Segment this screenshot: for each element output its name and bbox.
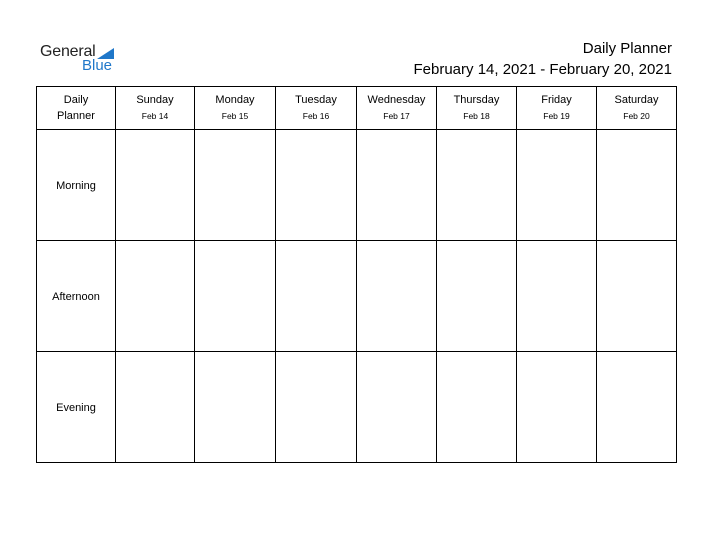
planner-table bbox=[36, 86, 677, 463]
planner-cell[interactable] bbox=[517, 241, 597, 352]
day-name: Saturday bbox=[614, 94, 659, 106]
period-row-afternoon bbox=[37, 241, 677, 352]
period-row-evening bbox=[37, 352, 677, 463]
planner-cell[interactable] bbox=[437, 130, 517, 241]
planner-cell[interactable] bbox=[597, 241, 677, 352]
planner-cell[interactable] bbox=[437, 352, 517, 463]
day-header-sunday bbox=[116, 87, 195, 130]
planner-cell[interactable] bbox=[276, 352, 357, 463]
generalblue-logo bbox=[40, 43, 130, 77]
planner-cell[interactable] bbox=[116, 241, 195, 352]
logo-text-general: General bbox=[40, 43, 96, 60]
period-label-cell bbox=[37, 241, 116, 352]
planner-cell[interactable] bbox=[195, 130, 276, 241]
period-label-cell bbox=[37, 352, 116, 463]
header-row bbox=[37, 87, 677, 130]
page-title: Daily Planner bbox=[582, 40, 672, 57]
planner-cell[interactable] bbox=[195, 352, 276, 463]
planner-cell[interactable] bbox=[597, 130, 677, 241]
planner-cell[interactable] bbox=[116, 130, 195, 241]
day-header-friday bbox=[517, 87, 597, 130]
planner-cell[interactable] bbox=[116, 352, 195, 463]
planner-cell[interactable] bbox=[517, 130, 597, 241]
planner-cell[interactable] bbox=[597, 352, 677, 463]
period-label: Morning bbox=[56, 180, 96, 192]
day-name: Friday bbox=[541, 94, 572, 106]
planner-cell[interactable] bbox=[195, 241, 276, 352]
day-date: Feb 20 bbox=[623, 111, 650, 121]
planner-cell[interactable] bbox=[357, 241, 437, 352]
period-label: Evening bbox=[56, 402, 96, 414]
day-header-monday bbox=[195, 87, 276, 130]
planner-cell[interactable] bbox=[437, 241, 517, 352]
logo-text-blue: Blue bbox=[82, 57, 113, 74]
day-header-saturday bbox=[597, 87, 677, 130]
day-name: Sunday bbox=[136, 94, 174, 106]
period-label: Afternoon bbox=[52, 291, 100, 303]
planner-cell[interactable] bbox=[276, 241, 357, 352]
date-range: February 14, 2021 - February 20, 2021 bbox=[413, 61, 672, 78]
period-label-cell bbox=[37, 130, 116, 241]
planner-cell[interactable] bbox=[357, 130, 437, 241]
day-name: Tuesday bbox=[295, 94, 337, 106]
period-row-morning bbox=[37, 130, 677, 241]
corner-label-line2: Planner bbox=[57, 110, 95, 122]
day-date: Feb 16 bbox=[302, 111, 330, 121]
day-date: Feb 18 bbox=[463, 111, 490, 121]
corner-label-line1: Daily bbox=[63, 94, 89, 106]
day-date: Feb 17 bbox=[383, 111, 410, 121]
planner-cell[interactable] bbox=[517, 352, 597, 463]
day-date: Feb 14 bbox=[141, 111, 169, 121]
corner-cell bbox=[37, 87, 116, 130]
day-name: Wednesday bbox=[367, 94, 426, 106]
day-date: Feb 19 bbox=[543, 111, 570, 121]
day-name: Monday bbox=[215, 94, 255, 106]
day-header-thursday bbox=[437, 87, 517, 130]
day-header-wednesday bbox=[357, 87, 437, 130]
day-date: Feb 15 bbox=[221, 111, 249, 121]
planner-cell[interactable] bbox=[357, 352, 437, 463]
day-header-tuesday bbox=[276, 87, 357, 130]
day-name: Thursday bbox=[453, 94, 500, 106]
planner-cell[interactable] bbox=[276, 130, 357, 241]
